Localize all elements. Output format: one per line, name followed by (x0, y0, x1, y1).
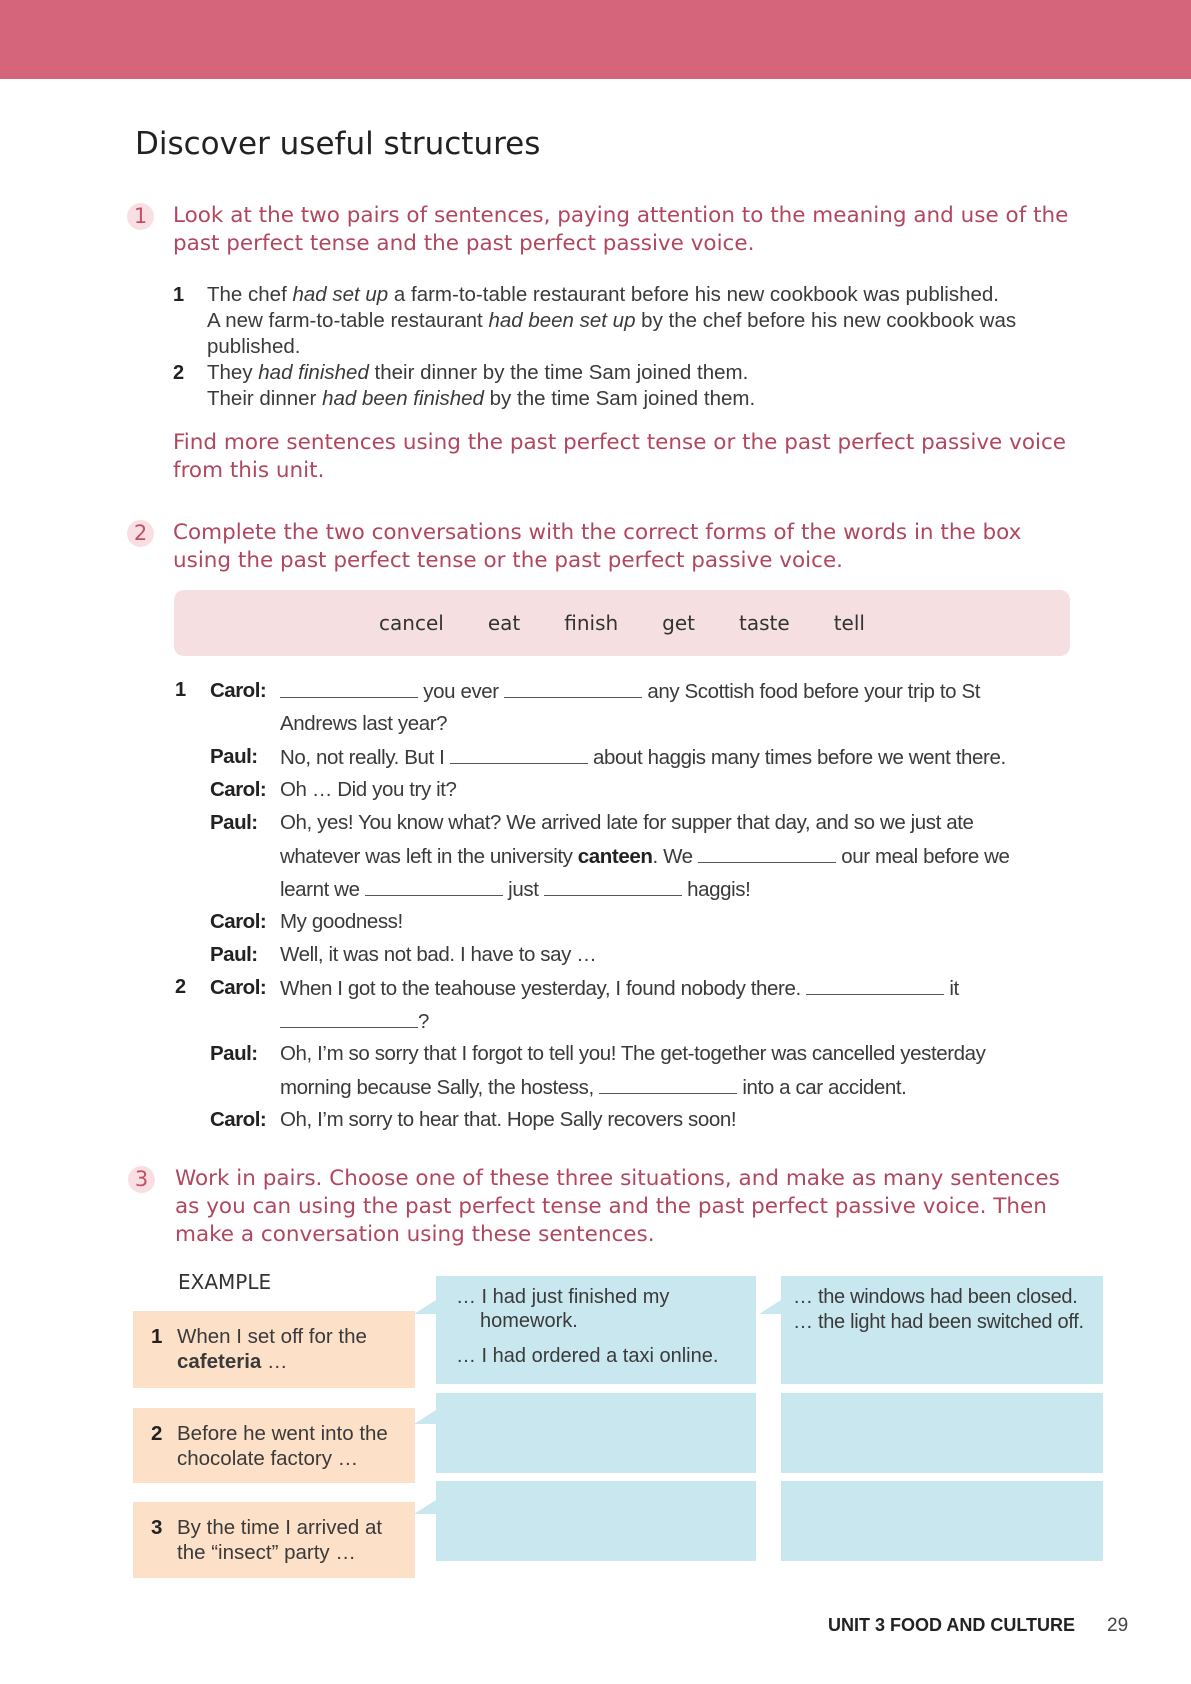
dialogue-line: No, not really. But I about haggis many times before we went there. (280, 746, 1006, 769)
speaker-carol: Carol: (210, 679, 267, 702)
passive-voice-example-box (781, 1276, 1103, 1384)
speaker-paul: Paul: (210, 811, 258, 834)
active-example-1: … I had just finished my homework. (456, 1286, 670, 1332)
dialogue-line: learnt we just haggis! (280, 878, 751, 901)
speaker-carol: Carol: (210, 778, 267, 801)
dialogue-line: My goodness! (280, 910, 403, 933)
question-1-number: 1 (127, 203, 154, 230)
example-label: EXAMPLE (178, 1270, 272, 1294)
speaker-paul: Paul: (210, 745, 258, 768)
passive-example-2: … the light had been switched off. (793, 1311, 1084, 1333)
dialogue-line: Oh, yes! You know what? We arrived late for supper that day, and so we just ate (280, 811, 974, 834)
answer-blank[interactable] (504, 679, 642, 698)
active-voice-example-box (436, 1276, 756, 1384)
q1-item-1-active-sentence: The chef had set up a farm-to-table restaurant before his new cookbook was published. (207, 283, 999, 306)
question-3-instruction: Work in pairs. Choose one of these three situations, and make as many sentences as you can using the past perfect tense and the past perfect passive voice. Then make a conversation using these sentences. (175, 1166, 1060, 1247)
conversation-1-number: 1 (175, 679, 187, 701)
footer-unit-title: UNIT 3 FOOD AND CULTURE (828, 1615, 1075, 1635)
word-eat: eat (487, 611, 521, 635)
answer-blank[interactable] (806, 976, 944, 995)
answer-blank[interactable] (450, 745, 588, 764)
word-tell: tell (833, 611, 865, 635)
passive-example-1: … the windows had been closed. (793, 1286, 1078, 1308)
question-1-instruction: Look at the two pairs of sentences, paying attention to the meaning and use of the past perfect tense and the past perfect passive voice. (173, 203, 1069, 256)
question-3-number: 3 (128, 1166, 155, 1193)
speaker-carol: Carol: (210, 976, 267, 999)
answer-box[interactable] (781, 1393, 1103, 1473)
q1-item-2-number: 2 (173, 362, 185, 384)
page-number: 29 (1107, 1615, 1129, 1636)
speaker-paul: Paul: (210, 1042, 258, 1065)
question-2-instruction: Complete the two conversations with the correct forms of the words in the box using the past perfect tense or the past perfect passive voice. (173, 520, 1022, 573)
speech-pointer (414, 1500, 436, 1514)
word-cancel: cancel (379, 611, 444, 635)
answer-blank[interactable] (599, 1075, 737, 1094)
speech-pointer (414, 1410, 436, 1424)
q1-item-2-active-sentence: They had finished their dinner by the time Sam joined them. (207, 361, 749, 384)
answer-box[interactable] (436, 1393, 756, 1473)
dialogue-line: whatever was left in the university canteen. We our meal before we (280, 845, 1010, 868)
speaker-carol: Carol: (210, 1108, 267, 1131)
situation-2: 2 Before he went into the chocolate factory … (133, 1408, 415, 1483)
answer-box[interactable] (781, 1481, 1103, 1561)
active-example-2: … I had ordered a taxi online. (456, 1345, 719, 1367)
top-color-band (0, 0, 1191, 79)
dialogue-line: Andrews last year? (280, 712, 448, 735)
q1-item-2-passive-sentence: Their dinner had been finished by the time Sam joined them. (207, 387, 756, 410)
dialogue-line: morning because Sally, the hostess, into a car accident. (280, 1076, 907, 1099)
conversation-2-number: 2 (175, 976, 187, 998)
answer-box[interactable] (436, 1481, 756, 1561)
answer-blank[interactable] (544, 877, 682, 896)
word-get: get (662, 611, 696, 635)
dialogue-line: When I got to the teahouse yesterday, I found nobody there. it (280, 977, 959, 1000)
q1-item-1-passive-sentence: A new farm-to-table restaurant had been set up by the chef before his new cookbook was published. (207, 309, 1017, 358)
word-box (174, 590, 1070, 656)
answer-blank[interactable] (365, 877, 503, 896)
word-taste: taste (739, 611, 790, 635)
situation-3: 3 By the time I arrived at the “insect” party … (133, 1502, 415, 1578)
situation-1: 1 When I set off for the cafeteria … (133, 1311, 415, 1388)
dialogue-line: you ever any Scottish food before your trip to St (280, 679, 980, 704)
question-1-find-more: Find more sentences using the past perfect tense or the past perfect passive voice from this unit. (173, 430, 1067, 483)
dialogue-line: Oh, I’m so sorry that I forgot to tell you! The get-together was cancelled yesterday (280, 1042, 986, 1065)
dialogue-line: ? (280, 1009, 429, 1034)
answer-blank[interactable] (280, 1009, 418, 1028)
answer-blank[interactable] (698, 844, 836, 863)
dialogue-line: Oh … Did you try it? (280, 778, 457, 801)
speech-pointer (759, 1300, 781, 1314)
answer-blank[interactable] (280, 679, 418, 698)
q1-item-1-number: 1 (173, 284, 185, 306)
speaker-paul: Paul: (210, 943, 258, 966)
dialogue-line: Oh, I’m sorry to hear that. Hope Sally recovers soon! (280, 1108, 737, 1131)
section-title: Discover useful structures (135, 126, 541, 162)
question-2-number: 2 (127, 520, 154, 547)
speaker-carol: Carol: (210, 910, 267, 933)
speech-pointer (414, 1300, 436, 1314)
dialogue-line: Well, it was not bad. I have to say … (280, 943, 597, 966)
word-finish: finish (564, 611, 619, 635)
